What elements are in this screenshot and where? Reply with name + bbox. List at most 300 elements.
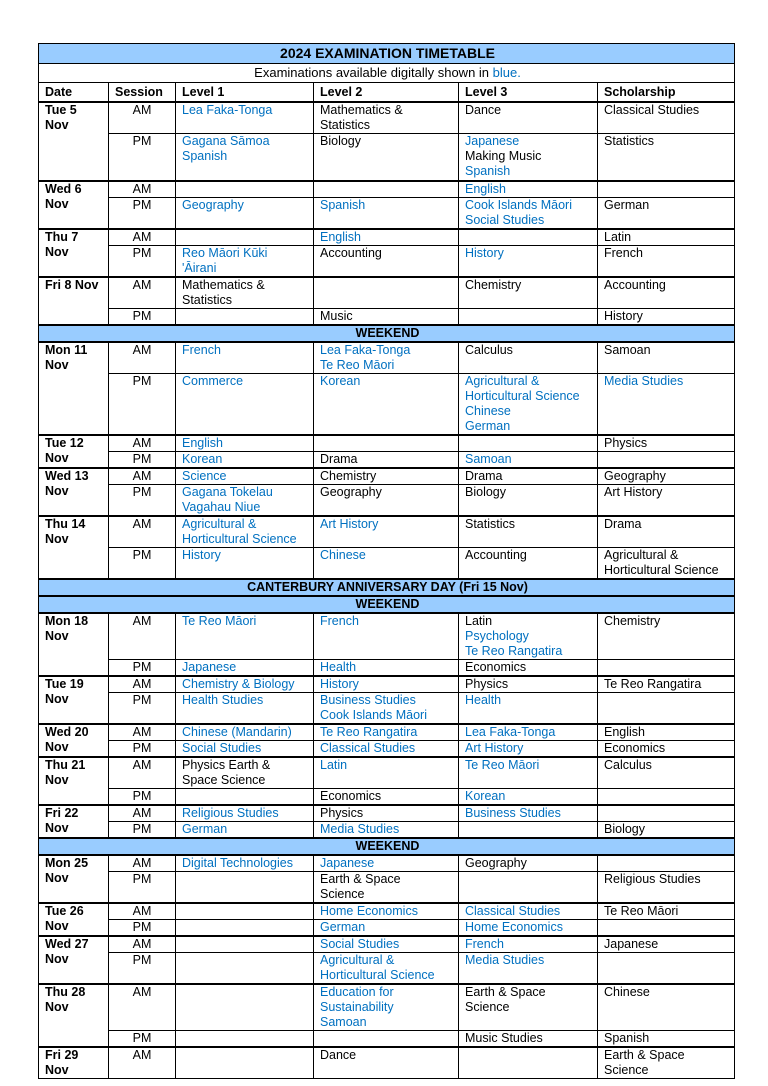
scholarship-cell: [598, 953, 735, 985]
level-1-cell: [176, 102, 314, 134]
exam-subject-digital: Agricultural &: [465, 374, 540, 388]
session-row: [39, 342, 735, 374]
date-text: Wed 13: [45, 469, 89, 483]
exam-subject-digital: Sustainability: [320, 1000, 394, 1014]
level-1-cell: [176, 676, 314, 693]
level-2-cell: [314, 229, 459, 246]
exam-subject-digital: Agricultural &: [320, 953, 395, 967]
exam-subject-digital: Chinese: [465, 404, 511, 418]
session-row: [39, 181, 735, 198]
date-text: Thu 7: [45, 230, 79, 244]
session-cell: AM: [109, 435, 176, 452]
date-text: Nov: [45, 196, 69, 211]
date-cell: [39, 516, 109, 579]
exam-subject: Geography: [604, 469, 666, 483]
scholarship-cell: [598, 903, 735, 920]
scholarship-cell: [598, 1031, 735, 1048]
date-text: Tue 19: [45, 677, 84, 691]
separator-band: [39, 579, 735, 596]
exam-subject-digital: Classical Studies: [320, 741, 416, 755]
separator-band: [39, 838, 735, 855]
exam-subject-digital: History: [320, 677, 359, 691]
exam-subject-digital: Te Reo Māori: [320, 358, 395, 372]
date-cell: [39, 805, 109, 838]
exam-subject: Classical Studies: [604, 103, 700, 117]
date-cell: [39, 435, 109, 468]
exam-subject-digital: Japanese: [182, 660, 237, 674]
column-header-date: Date: [39, 83, 109, 103]
band-label: WEEKEND: [39, 325, 735, 342]
level-1-cell: [176, 920, 314, 937]
exam-subject-digital: Gagana Tokelau: [182, 485, 273, 499]
level-1-cell: [176, 741, 314, 758]
level-1-cell: [176, 435, 314, 452]
level-3-cell: [459, 1031, 598, 1048]
date-text: Nov: [45, 692, 69, 706]
date-text: Thu 28: [45, 985, 86, 999]
exam-subject-digital: English: [465, 181, 506, 196]
level-3-cell: [459, 309, 598, 326]
scholarship-cell: [598, 374, 735, 436]
date-cell: [39, 903, 109, 936]
date-cell: [39, 724, 109, 757]
scholarship-cell: [598, 516, 735, 548]
date-text: Wed 27: [45, 937, 89, 951]
level-3-cell: [459, 855, 598, 872]
session-row: [39, 741, 735, 758]
exam-subject: Earth & Space: [465, 985, 546, 999]
level-1-cell: [176, 181, 314, 198]
level-3-cell: [459, 452, 598, 469]
date-text: Fri 8 Nov: [45, 278, 99, 292]
exam-subject: German: [604, 197, 650, 212]
session-row: [39, 903, 735, 920]
separator-band: [39, 325, 735, 342]
level-3-cell: [459, 102, 598, 134]
exam-subject-digital: Reo Māori Kūki: [182, 246, 268, 260]
exam-subject: Samoan: [604, 343, 651, 357]
session-cell: AM: [109, 102, 176, 134]
exam-subject-digital: Science: [182, 469, 227, 483]
scholarship-cell: [598, 181, 735, 198]
session-row: [39, 134, 735, 181]
session-row: [39, 374, 735, 436]
level-2-cell: [314, 452, 459, 469]
session-cell: PM: [109, 660, 176, 677]
exam-subject: Spanish: [604, 1031, 650, 1045]
level-2-cell: [314, 277, 459, 309]
exam-subject-digital: Korean: [320, 374, 361, 388]
date-text: Thu 21: [45, 758, 86, 772]
level-3-cell: [459, 741, 598, 758]
session-cell: PM: [109, 789, 176, 806]
level-1-cell: [176, 342, 314, 374]
level-2-cell: [314, 789, 459, 806]
exam-subject-digital: Spanish: [182, 149, 228, 163]
level-3-cell: [459, 229, 598, 246]
exam-subject-digital: English: [182, 436, 223, 450]
session-cell: AM: [109, 984, 176, 1031]
session-cell: AM: [109, 757, 176, 789]
exam-subject: Drama: [465, 469, 503, 483]
date-cell: [39, 984, 109, 1047]
exam-subject-digital: Religious Studies: [182, 806, 279, 820]
exam-subject-digital: Lea Faka-Tonga: [465, 725, 556, 739]
scholarship-cell: [598, 134, 735, 181]
scholarship-cell: [598, 1047, 735, 1079]
exam-subject: Economics: [604, 741, 666, 755]
exam-subject-digital: History: [182, 548, 221, 562]
session-cell: AM: [109, 277, 176, 309]
session-cell: PM: [109, 246, 176, 278]
exam-subject-digital: Media Studies: [465, 953, 545, 967]
level-1-cell: [176, 452, 314, 469]
exam-subject-digital: Social Studies: [320, 937, 400, 951]
exam-subject: Art History: [604, 485, 663, 499]
exam-subject: Japanese: [604, 937, 659, 951]
session-cell: PM: [109, 197, 176, 229]
exam-subject-digital: Te Reo Māori: [182, 614, 257, 628]
session-cell: PM: [109, 452, 176, 469]
exam-subject: Accounting: [320, 246, 382, 260]
session-row: [39, 660, 735, 677]
exam-subject: Physics: [604, 436, 648, 450]
exam-subject-digital: Home Economics: [320, 904, 418, 918]
exam-subject-digital: Chemistry & Biology: [182, 677, 295, 691]
scholarship-cell: [598, 102, 735, 134]
exam-subject-digital: Art History: [320, 517, 379, 531]
level-2-cell: [314, 246, 459, 278]
date-text: Nov: [45, 871, 69, 885]
exam-subject: Physics: [465, 677, 509, 691]
scholarship-cell: [598, 741, 735, 758]
exam-subject: Calculus: [465, 343, 513, 357]
session-row: [39, 516, 735, 548]
session-row: [39, 613, 735, 660]
level-3-cell: [459, 181, 598, 198]
exam-subject: Horticultural Science: [604, 563, 719, 577]
date-cell: [39, 1047, 109, 1079]
session-row: [39, 920, 735, 937]
date-cell: [39, 757, 109, 805]
exam-subject: French: [604, 246, 643, 260]
session-cell: AM: [109, 468, 176, 485]
session-cell: AM: [109, 516, 176, 548]
session-row: [39, 805, 735, 822]
level-1-cell: [176, 953, 314, 985]
session-row: [39, 953, 735, 985]
date-text: Nov: [45, 821, 69, 835]
exam-subject-digital: Korean: [465, 789, 506, 803]
column-header-level-3: Level 3: [459, 83, 598, 103]
date-text: Nov: [45, 773, 69, 787]
session-cell: PM: [109, 741, 176, 758]
scholarship-cell: [598, 660, 735, 677]
session-row: [39, 452, 735, 469]
level-2-cell: [314, 855, 459, 872]
date-cell: [39, 676, 109, 724]
level-2-cell: [314, 435, 459, 452]
session-cell: AM: [109, 676, 176, 693]
session-row: [39, 936, 735, 953]
level-2-cell: [314, 822, 459, 839]
exam-subject-digital: Cook Islands Māori: [465, 197, 572, 212]
level-3-cell: [459, 920, 598, 937]
level-1-cell: [176, 1047, 314, 1079]
exam-subject-digital: Geography: [182, 197, 244, 212]
exam-subject-digital: French: [465, 937, 504, 951]
session-cell: AM: [109, 724, 176, 741]
date-text: Nov: [45, 532, 69, 546]
level-3-cell: [459, 134, 598, 181]
exam-subject: Statistics: [465, 517, 516, 531]
session-row: [39, 197, 735, 229]
level-1-cell: [176, 229, 314, 246]
level-2-cell: [314, 953, 459, 985]
level-1-cell: [176, 693, 314, 725]
exam-subject: English: [604, 725, 645, 739]
exam-subject: Statistics: [320, 118, 371, 132]
date-text: Fri 22: [45, 806, 79, 820]
date-text: Nov: [45, 484, 69, 498]
date-text: Nov: [45, 919, 69, 933]
exam-subject: Drama: [604, 517, 642, 531]
exam-subject: Latin: [465, 614, 493, 628]
level-1-cell: [176, 984, 314, 1031]
session-row: [39, 1031, 735, 1048]
date-text: Nov: [45, 629, 69, 643]
level-2-cell: [314, 693, 459, 725]
scholarship-cell: [598, 984, 735, 1031]
level-2-cell: [314, 197, 459, 229]
exam-subject-digital: Social Studies: [182, 741, 262, 755]
exam-subject-digital: Vagahau Niue: [182, 500, 261, 514]
date-cell: [39, 468, 109, 516]
level-1-cell: [176, 134, 314, 181]
date-text: Tue 12: [45, 436, 84, 450]
level-2-cell: [314, 936, 459, 953]
level-2-cell: [314, 102, 459, 134]
level-3-cell: [459, 485, 598, 517]
session-row: [39, 822, 735, 839]
exam-subject-digital: Media Studies: [320, 822, 400, 836]
scholarship-cell: [598, 855, 735, 872]
exam-subject-digital: German: [320, 920, 366, 934]
exam-subject: Making Music: [465, 149, 542, 163]
exam-subject: Chemistry: [465, 278, 522, 292]
scholarship-cell: [598, 229, 735, 246]
exam-subject-digital: Health: [320, 660, 357, 674]
scholarship-cell: [598, 676, 735, 693]
level-2-cell: [314, 485, 459, 517]
scholarship-cell: [598, 936, 735, 953]
level-2-cell: [314, 516, 459, 548]
session-cell: PM: [109, 374, 176, 436]
exam-subject: Te Reo Rangatira: [604, 677, 702, 691]
exam-subject-digital: History: [465, 246, 504, 260]
level-3-cell: [459, 872, 598, 904]
level-3-cell: [459, 277, 598, 309]
level-3-cell: [459, 805, 598, 822]
exam-subject-digital: Samoan: [320, 1015, 367, 1029]
level-3-cell: [459, 757, 598, 789]
level-1-cell: [176, 309, 314, 326]
exam-subject: Earth & Space: [320, 872, 401, 886]
session-row: [39, 246, 735, 278]
digital-note-highlight: blue.: [492, 65, 521, 80]
title-row: [39, 44, 735, 64]
level-1-cell: [176, 613, 314, 660]
level-3-cell: [459, 613, 598, 660]
exam-subject-digital: Art History: [465, 741, 524, 755]
level-2-cell: [314, 181, 459, 198]
exam-subject: Music: [320, 309, 353, 323]
session-cell: PM: [109, 548, 176, 580]
scholarship-cell: [598, 920, 735, 937]
exam-subject: Agricultural &: [604, 548, 679, 562]
session-cell: AM: [109, 181, 176, 198]
session-row: [39, 757, 735, 789]
session-row: [39, 548, 735, 580]
date-text: Mon 18: [45, 614, 89, 628]
level-2-cell: [314, 660, 459, 677]
date-text: Thu 14: [45, 517, 86, 531]
exam-subject-digital: Media Studies: [604, 374, 684, 388]
date-cell: [39, 277, 109, 325]
scholarship-cell: [598, 757, 735, 789]
exam-subject: Mathematics &: [182, 278, 265, 292]
session-row: [39, 1047, 735, 1079]
session-cell: PM: [109, 953, 176, 985]
level-2-cell: [314, 724, 459, 741]
level-1-cell: [176, 1031, 314, 1048]
session-cell: PM: [109, 693, 176, 725]
level-1-cell: [176, 757, 314, 789]
date-cell: [39, 229, 109, 277]
date-text: Nov: [45, 451, 69, 465]
exam-subject: History: [604, 309, 643, 323]
level-3-cell: [459, 374, 598, 436]
exam-subject-digital: French: [320, 614, 359, 628]
exam-subject-digital: Home Economics: [465, 920, 563, 934]
session-row: [39, 468, 735, 485]
scholarship-cell: [598, 452, 735, 469]
page-title: 2024 EXAMINATION TIMETABLE: [39, 44, 735, 64]
session-cell: AM: [109, 903, 176, 920]
level-3-cell: [459, 342, 598, 374]
level-2-cell: [314, 342, 459, 374]
exam-subject-digital: Japanese: [320, 856, 375, 870]
level-1-cell: [176, 374, 314, 436]
date-text: Nov: [45, 358, 69, 372]
level-2-cell: [314, 872, 459, 904]
session-cell: AM: [109, 1047, 176, 1079]
level-3-cell: [459, 724, 598, 741]
exam-subject: Earth & Space: [604, 1048, 685, 1062]
date-cell: [39, 613, 109, 676]
level-1-cell: [176, 660, 314, 677]
scholarship-cell: [598, 693, 735, 725]
level-3-cell: [459, 516, 598, 548]
level-2-cell: [314, 468, 459, 485]
exam-subject-digital: Spanish: [465, 164, 511, 178]
level-3-cell: [459, 953, 598, 985]
level-2-cell: [314, 134, 459, 181]
exam-subject: Te Reo Māori: [604, 904, 679, 918]
exam-subject-digital: Health: [465, 693, 502, 707]
date-text: Nov: [45, 118, 69, 132]
exam-subject: Economics: [320, 789, 382, 803]
date-cell: [39, 181, 109, 230]
date-cell: [39, 342, 109, 435]
exam-subject-digital: Health Studies: [182, 693, 264, 707]
scholarship-cell: [598, 468, 735, 485]
level-2-cell: [314, 757, 459, 789]
level-3-cell: [459, 1047, 598, 1079]
level-3-cell: [459, 468, 598, 485]
band-label: WEEKEND: [39, 596, 735, 613]
exam-subject-digital: Commerce: [182, 374, 244, 388]
exam-subject-digital: Lea Faka-Tonga: [182, 103, 273, 117]
level-1-cell: [176, 246, 314, 278]
exam-subject-digital: Horticultural Science: [465, 389, 580, 403]
exam-subject-digital: Education for: [320, 985, 394, 999]
level-2-cell: [314, 903, 459, 920]
session-cell: PM: [109, 134, 176, 181]
date-text: Nov: [45, 952, 69, 966]
level-2-cell: [314, 1031, 459, 1048]
level-2-cell: [314, 1047, 459, 1079]
level-2-cell: [314, 613, 459, 660]
level-2-cell: [314, 920, 459, 937]
session-row: [39, 676, 735, 693]
session-cell: AM: [109, 855, 176, 872]
exam-subject: Latin: [604, 230, 632, 244]
exam-subject-digital: Digital Technologies: [182, 856, 293, 870]
level-1-cell: [176, 197, 314, 229]
scholarship-cell: [598, 805, 735, 822]
exam-subject-digital: English: [320, 230, 361, 244]
band-label: CANTERBURY ANNIVERSARY DAY (Fri 15 Nov): [39, 579, 735, 596]
session-row: [39, 855, 735, 872]
level-2-cell: [314, 741, 459, 758]
exam-subject: Drama: [320, 452, 358, 466]
exam-subject-digital: Classical Studies: [465, 904, 561, 918]
session-row: [39, 872, 735, 904]
session-cell: AM: [109, 805, 176, 822]
exam-subject: Space Science: [182, 773, 266, 787]
session-cell: AM: [109, 342, 176, 374]
session-row: [39, 229, 735, 246]
level-3-cell: [459, 197, 598, 229]
exam-subject: Accounting: [604, 278, 666, 292]
session-row: [39, 309, 735, 326]
level-3-cell: [459, 936, 598, 953]
level-1-cell: [176, 822, 314, 839]
exam-subject-digital: Te Reo Māori: [465, 758, 540, 772]
level-2-cell: [314, 984, 459, 1031]
level-2-cell: [314, 309, 459, 326]
scholarship-cell: [598, 197, 735, 229]
exam-subject-digital: Social Studies: [465, 212, 545, 227]
level-1-cell: [176, 936, 314, 953]
level-1-cell: [176, 724, 314, 741]
column-header-session: Session: [109, 83, 176, 103]
exam-subject: Music Studies: [465, 1031, 543, 1045]
exam-subject-digital: German: [465, 419, 511, 433]
scholarship-cell: [598, 246, 735, 278]
level-1-cell: [176, 872, 314, 904]
